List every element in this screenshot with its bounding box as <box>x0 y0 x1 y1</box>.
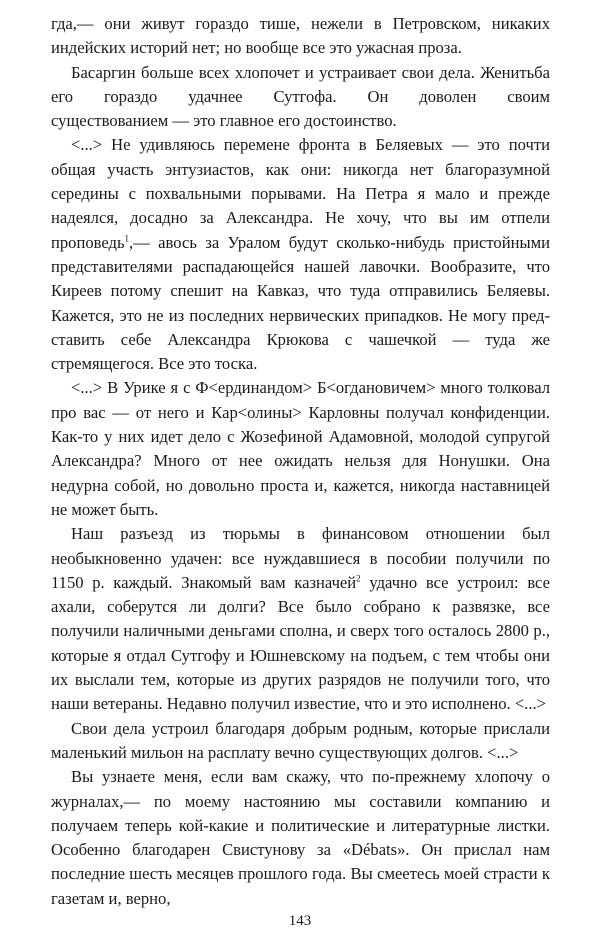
paragraph-text: <...> Не удивляюсь перемене фронта в Беляевых — это почти общая участь энтузиастов, как они: никогда нет благоразумной середины с похвальными порывами. На Петра я мало и прежде надеялся, досадно за Александра. Не хочу, что вы им отпели проповедь <box>51 135 550 252</box>
footnote-marker: 1 <box>124 233 130 244</box>
paragraph <box>51 376 550 522</box>
paragraph <box>51 765 550 911</box>
paragraph-text: Свои дела устроил благодаря добрым родным, которые прислали маленький мильон на расплату вечно существующих долгов. <...> <box>51 718 550 762</box>
paragraph <box>51 133 550 376</box>
paragraph <box>51 61 550 134</box>
paragraph-text: Наш разъезд из тюрьмы в финансовом отношении был необыкновенно удачен: все нуждавшиеся в пособии получили по 1150 р. каждый. Знакомый вам казначей <box>51 524 550 592</box>
page-number: 143 <box>288 913 312 929</box>
paragraph-text: Вы узнаете меня, если вам скажу, что по-прежнему хлопочу о журналах,— по моему настоянию мы составили компанию и получаем теперь кой-какие и политические и литературные листки. Особенно благодарен Свистунову за «Débats». Он прислал нам последние шесть месяцев прошлого года. Вы смеетесь моей страсти к газетам и, верно, <box>51 767 550 908</box>
paragraph-text: удачно все устроил: все ахали, соберутся ли долги? Все было собрано к развязке, все получили наличными деньгами сполна, и сверх того осталось 2800 р., которые я отдал Сутгофу и Юшневскому на подъем, с тем чтобы они их выслали тем, которые из других разрядов не получили того, что наши ветераны. Недавно получил известие, что и это исполнено. <...> <box>51 572 550 714</box>
paragraph <box>51 522 550 716</box>
body-text <box>51 12 550 911</box>
document-page <box>51 12 550 911</box>
paragraph-text: ,— авось за Уралом будут сколько-нибудь пристойными представителями распадающейся нашей лавочки. Вообразите, что Киреев потому спешит на Кавказ, что туда отправились Беляевы. Кажется, это не из последних нервических припадков. Не могу представить себе Александра Крюкова с чашечкой — туда же стремящегося. Все это тоска. <box>51 232 550 374</box>
paragraph-text: гда,— они живут гораздо тише, нежели в Петровском, никаких индейских историй нет; но вообще все это ужасная проза. <box>51 14 550 58</box>
paragraph <box>51 12 550 61</box>
paragraph-text: Басаргин больше всех хлопочет и устраивает свои дела. Женитьба его гораздо удачнее Сутгофа. Он доволен своим существованием — это главное его достоинство. <box>51 62 550 131</box>
paragraph-text: <...> В Урике я с Ф<ердинандом> Б<огдановичем> много толковал про вас — от него и Кар<олины> Карловны получал конфиденции. Как-то у них идет дело с Жозефиной Адамовной, молодой супругой Александра? Много от нее ожидать нельзя для Нонушки. Она недурна собой, но довольно проста и, кажется, никогда наставницей не может быть. <box>51 378 550 519</box>
paragraph <box>51 717 550 766</box>
footnote-marker: 2 <box>356 573 361 584</box>
